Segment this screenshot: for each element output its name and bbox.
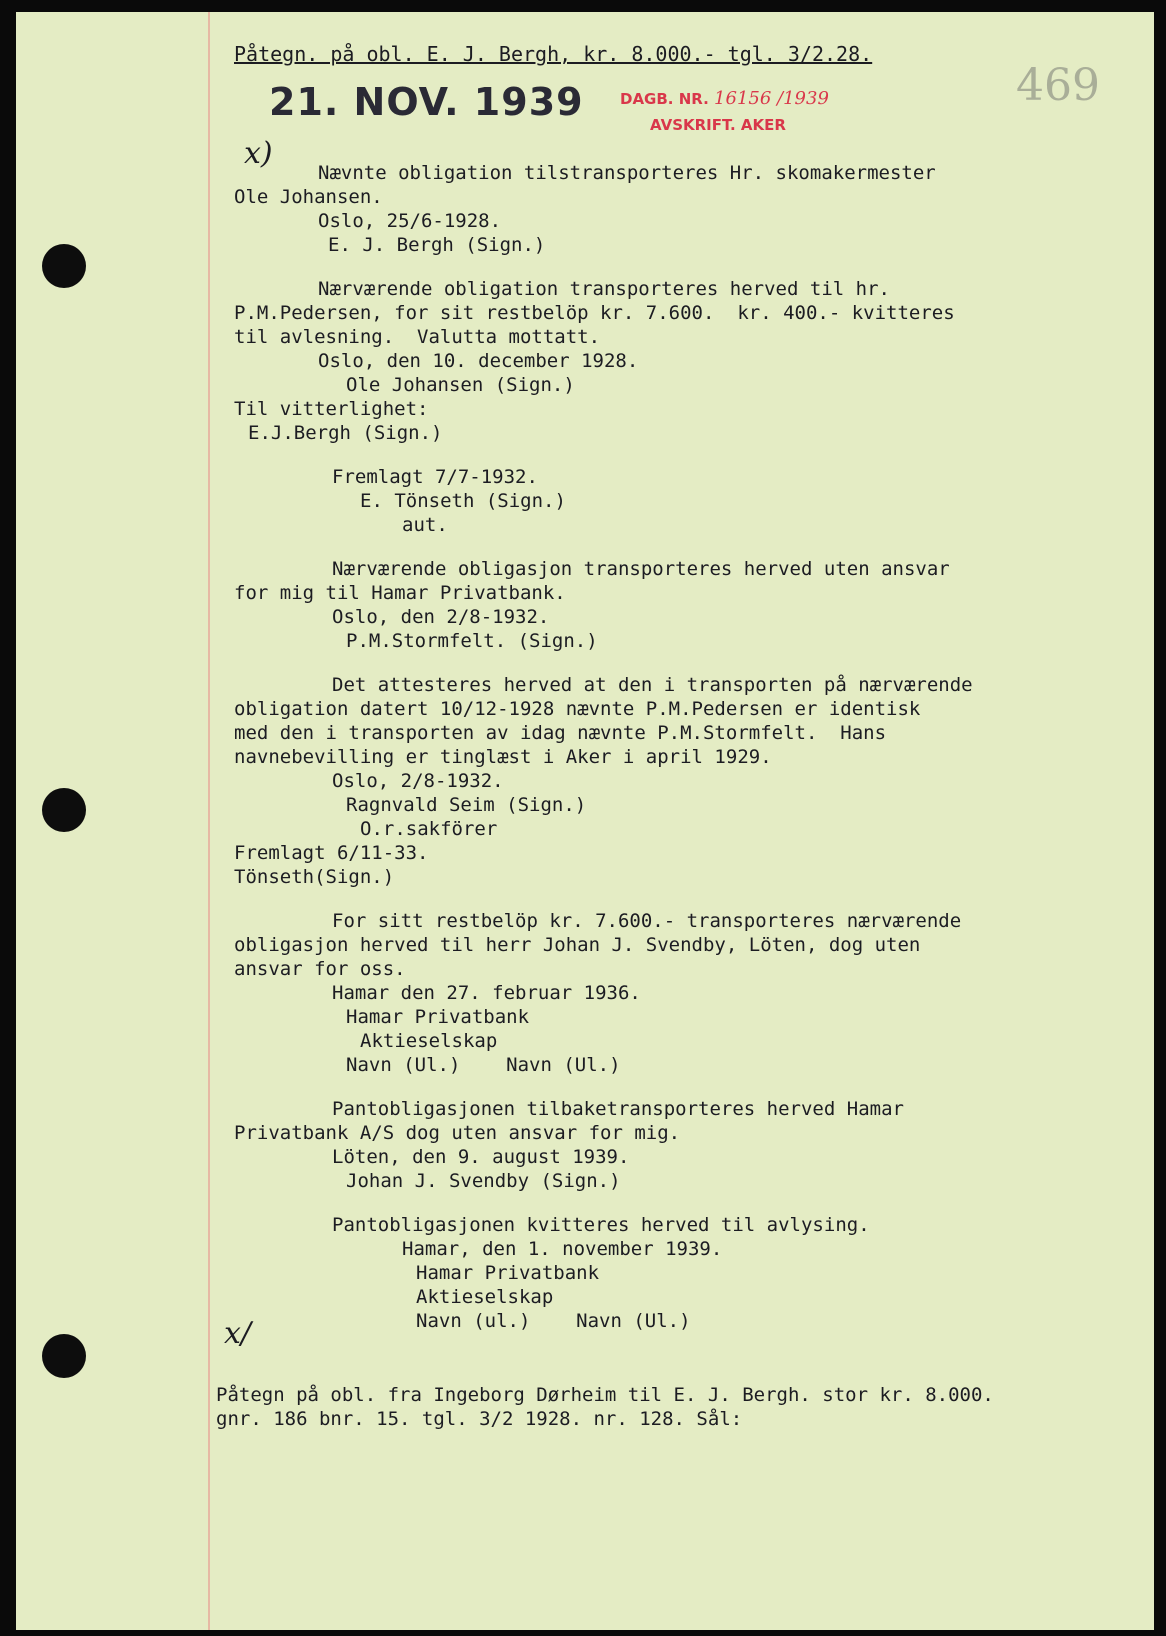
- text-line: Pantobligasjonen tilbaketransporteres herved Hamar: [332, 1098, 904, 1120]
- text-line: til avlesning. Valutta mottatt.: [234, 326, 601, 348]
- text-line: Hamar Privatbank: [346, 1006, 530, 1028]
- text-line: navnebevilling er tinglæst i Aker i april 1929.: [234, 746, 772, 768]
- text-line: Aktieselskap: [360, 1030, 498, 1052]
- text-line: Det attesteres herved at den i transporten på nærværende: [332, 674, 973, 696]
- text-line: Hamar den 27. februar 1936.: [332, 982, 641, 1004]
- text-line: Påtegn på obl. fra Ingeborg Dørheim til E. J. Bergh. stor kr. 8.000.: [216, 1384, 994, 1406]
- binder-hole-bottom: [42, 1334, 86, 1378]
- text-line: Pantobligasjonen kvitteres herved til avlysing.: [332, 1214, 870, 1236]
- text-line: Löten, den 9. august 1939.: [332, 1146, 630, 1168]
- text-line: Oslo, den 2/8-1932.: [332, 606, 550, 628]
- margin-rule: [208, 12, 210, 1630]
- text-line: Navn (ul.) Navn (Ul.): [416, 1310, 691, 1332]
- header-annotation: Påtegn. på obl. E. J. Bergh, kr. 8.000.- tgl. 3/2.28.: [234, 42, 873, 66]
- text-line: E. J. Bergh (Sign.): [328, 234, 546, 256]
- text-line: for mig til Hamar Privatbank.: [234, 582, 566, 604]
- text-line: E. Tönseth (Sign.): [360, 490, 566, 512]
- text-line: P.M.Pedersen, for sit restbelöp kr. 7.600. kr. 400.- kvitteres: [234, 302, 955, 324]
- text-line: obligasjon herved til herr Johan J. Svendby, Löten, dog uten: [234, 934, 921, 956]
- text-line: Fremlagt 6/11-33.: [234, 842, 429, 864]
- dagb-stamp: [620, 88, 829, 109]
- text-line: Nærværende obligasjon transporteres herved uten ansvar: [332, 558, 950, 580]
- text-line: Navn (Ul.) Navn (Ul.): [346, 1054, 621, 1076]
- text-line: aut.: [402, 514, 448, 536]
- text-line: Oslo, 2/8-1932.: [332, 770, 504, 792]
- handwritten-mark-bottom: x/: [224, 1316, 252, 1351]
- text-line: Nævnte obligation tilstransporteres Hr. skomakermester: [318, 162, 936, 184]
- text-line: obligation datert 10/12-1928 nævnte P.M.Pedersen er identisk: [234, 698, 921, 720]
- text-line: Fremlagt 7/7-1932.: [332, 466, 538, 488]
- text-line: Oslo, 25/6-1928.: [318, 210, 502, 232]
- binder-hole-top: [42, 244, 86, 288]
- text-line: Nærværende obligation transporteres herved til hr.: [318, 278, 890, 300]
- avskrift-stamp: AVSKRIFT. AKER: [650, 116, 786, 134]
- handwritten-mark-top: x): [244, 136, 273, 171]
- text-line: Tönseth(Sign.): [234, 866, 395, 888]
- text-line: Til vitterlighet:: [234, 398, 429, 420]
- text-line: gnr. 186 bnr. 15. tgl. 3/2 1928. nr. 128. Sål:: [216, 1408, 743, 1430]
- text-line: ansvar for oss.: [234, 958, 406, 980]
- text-line: For sitt restbelöp kr. 7.600.- transporteres nærværende: [332, 910, 962, 932]
- text-line: Ole Johansen.: [234, 186, 383, 208]
- dagb-label: DAGB. NR.: [620, 90, 709, 108]
- text-line: Ragnvald Seim (Sign.): [346, 794, 587, 816]
- text-line: Oslo, den 10. december 1928.: [318, 350, 639, 372]
- text-line: Hamar, den 1. november 1939.: [402, 1238, 723, 1260]
- binder-hole-middle: [42, 788, 86, 832]
- text-line: O.r.sakförer: [360, 818, 498, 840]
- text-line: Privatbank A/S dog uten ansvar for mig.: [234, 1122, 681, 1144]
- dagb-number: 16156 /1939: [714, 88, 829, 109]
- page-number: 469: [1016, 60, 1100, 111]
- text-line: P.M.Stormfelt. (Sign.): [346, 630, 598, 652]
- text-line: E.J.Bergh (Sign.): [248, 422, 443, 444]
- text-line: Aktieselskap: [416, 1286, 554, 1308]
- text-line: Johan J. Svendby (Sign.): [346, 1170, 621, 1192]
- text-line: Ole Johansen (Sign.): [346, 374, 575, 396]
- date-stamp: 21. NOV. 1939: [269, 80, 584, 124]
- text-line: Hamar Privatbank: [416, 1262, 600, 1284]
- text-line: med den i transporten av idag nævnte P.M.Stormfelt. Hans: [234, 722, 887, 744]
- document-page: [16, 12, 1154, 1630]
